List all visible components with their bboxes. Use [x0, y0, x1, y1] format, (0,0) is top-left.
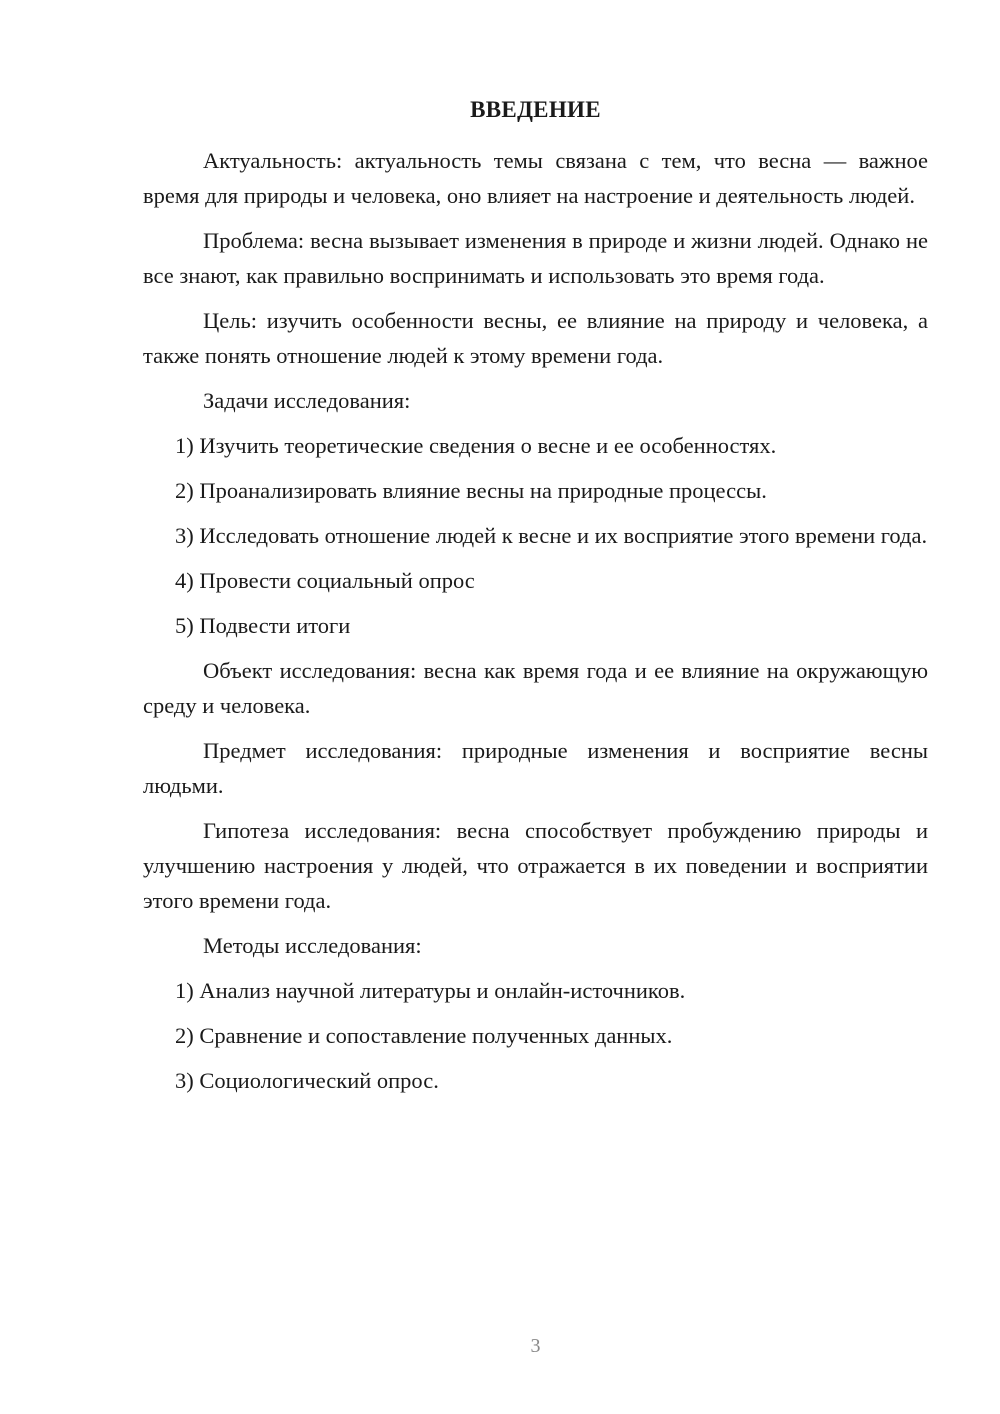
page-title: ВВЕДЕНИЕ [470, 97, 601, 122]
paragraph-relevance: Актуальность: актуальность темы связана с тем, что весна — важное время для природы и человека, оно влияет на настроение и деятельность людей. [143, 148, 928, 208]
task-item-3: 3) Исследовать отношение людей к весне и их восприятие этого времени года. [175, 523, 928, 548]
paragraph-problem: Проблема: весна вызывает изменения в природе и жизни людей. Однако не все знают, как правильно воспринимать и использовать это время года. [143, 228, 928, 288]
task-item-4: 4) Провести социальный опрос [175, 568, 475, 593]
method-item-2: 2) Сравнение и сопоставление полученных данных. [175, 1023, 673, 1048]
page-number: 3 [530, 1335, 541, 1357]
paragraph-object: Объект исследования: весна как время года и ее влияние на окружающую среду и человека. [143, 658, 928, 718]
method-item-3: 3) Социологический опрос. [175, 1068, 439, 1093]
methods-heading: Методы исследования: [203, 933, 422, 958]
tasks-heading: Задачи исследования: [203, 388, 411, 413]
document-page [143, 0, 928, 1414]
task-item-1: 1) Изучить теоретические сведения о весне и ее особенностях. [175, 433, 777, 458]
task-item-5: 5) Подвести итоги [175, 613, 351, 638]
paragraph-hypothesis: Гипотеза исследования: весна способствует пробуждению природы и улучшению настроения у людей, что отражается в их поведении и восприятии этого времени года. [143, 818, 928, 913]
document-body [143, 143, 928, 1108]
method-item-1: 1) Анализ научной литературы и онлайн-источников. [175, 978, 686, 1003]
task-item-2: 2) Проанализировать влияние весны на природные процессы. [175, 478, 767, 503]
paragraph-subject: Предмет исследования: природные изменения и восприятие весны людьми. [143, 738, 928, 798]
paragraph-goal: Цель: изучить особенности весны, ее влияние на природу и человека, а также понять отношение людей к этому времени года. [143, 308, 928, 368]
